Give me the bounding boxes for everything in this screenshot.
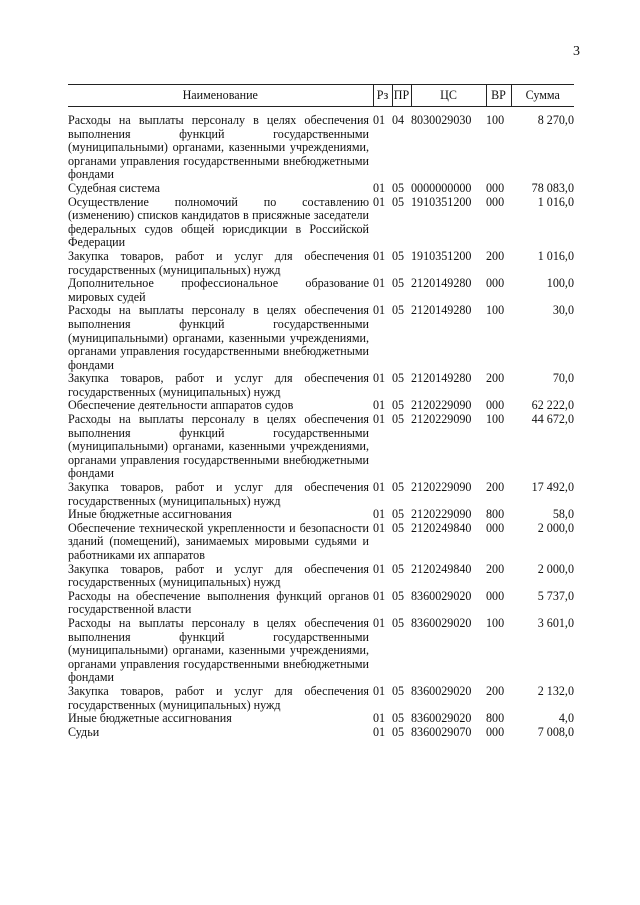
cell-vr: 000	[486, 724, 505, 739]
cell-rz: 01	[373, 194, 386, 209]
table-row	[68, 712, 574, 726]
table-row	[68, 508, 574, 522]
cell-pr: 05	[392, 615, 405, 630]
cell-rz: 01	[373, 561, 386, 576]
cell-pr: 05	[392, 180, 405, 195]
cell-cs: 2120229090	[411, 412, 472, 427]
cell-cs: 1910351200	[411, 194, 472, 209]
cell-rz: 01	[373, 615, 386, 630]
cell-vr: 100	[486, 113, 505, 127]
cell-name: Закупка товаров, работ и услуг для обеспечения государственных (муниципальных) нужд	[68, 561, 369, 590]
cell-cs: 2120229090	[411, 398, 472, 413]
cell-name: Осуществление полномочий по составлению (изменению) списков кандидатов в присяжные заседатели федеральных судов общей юрисдикции в Российской Федерации	[68, 194, 369, 250]
cell-name: Расходы на выплаты персоналу в целях обеспечения выполнения функций государственными (муниципальными) органами, казенными учреждениями, органами управления государственными внебюджетными фондами	[68, 615, 369, 685]
table-header-row	[68, 85, 574, 107]
cell-vr: 200	[486, 480, 505, 495]
cell-vr: 200	[486, 371, 505, 386]
cell-sum: 2 000,0	[537, 520, 574, 535]
cell-name: Расходы на обеспечение выполнения функций органов государственной власти	[68, 588, 369, 617]
budget-table	[68, 84, 574, 739]
cell-vr: 000	[486, 520, 505, 535]
cell-vr: 000	[486, 194, 505, 209]
cell-cs: 1910351200	[411, 248, 472, 263]
cell-rz: 01	[373, 248, 386, 263]
cell-name: Закупка товаров, работ и услуг для обеспечения государственных (муниципальных) нужд	[68, 371, 369, 399]
cell-sum: 30,0	[552, 303, 574, 318]
cell-sum: 70,0	[552, 371, 574, 386]
cell-rz: 01	[373, 398, 386, 413]
cell-vr: 800	[486, 507, 505, 522]
table-row	[68, 685, 574, 712]
cell-name: Иные бюджетные ассигнования	[68, 711, 232, 726]
cell-cs: 0000000000	[411, 180, 472, 195]
cell-name: Судьи	[68, 724, 100, 739]
cell-sum: 2 132,0	[537, 683, 574, 698]
cell-sum: 8 270,0	[537, 113, 574, 127]
cell-rz: 01	[373, 180, 386, 195]
cell-rz: 01	[373, 711, 386, 726]
cell-vr: 000	[486, 588, 505, 603]
table-row	[68, 399, 574, 413]
cell-sum: 78 083,0	[531, 180, 574, 195]
cell-cs: 8360029020	[411, 683, 472, 698]
cell-sum: 4,0	[558, 711, 574, 726]
table-row	[68, 413, 574, 481]
table-row	[68, 590, 574, 617]
cell-pr: 05	[392, 724, 405, 739]
cell-sum: 44 672,0	[531, 412, 574, 427]
header-sum: Сумма	[511, 85, 574, 107]
cell-pr: 05	[392, 398, 405, 413]
cell-name: Обеспечение технической укрепленности и безопасности зданий (помещений), занимаемых мировыми судьями и работниками их аппаратов	[68, 520, 369, 562]
cell-sum: 100,0	[546, 276, 574, 291]
cell-rz: 01	[373, 303, 386, 318]
cell-pr: 05	[392, 248, 405, 263]
header-rz: Рз	[373, 85, 392, 107]
cell-pr: 05	[392, 711, 405, 726]
cell-cs: 2120229090	[411, 480, 472, 495]
cell-rz: 01	[373, 412, 386, 427]
cell-pr: 05	[392, 588, 405, 603]
cell-name: Обеспечение деятельности аппаратов судов	[68, 398, 294, 413]
cell-rz: 01	[373, 520, 386, 535]
table-row	[68, 372, 574, 399]
table-row	[68, 726, 574, 740]
cell-rz: 01	[373, 588, 386, 603]
table-row	[68, 617, 574, 685]
cell-cs: 8360029020	[411, 588, 472, 603]
cell-sum: 5 737,0	[537, 588, 574, 603]
page-number: 3	[573, 44, 580, 59]
cell-name: Дополнительное профессиональное образование мировых судей	[68, 276, 369, 304]
cell-pr: 04	[392, 113, 405, 127]
cell-sum: 17 492,0	[531, 480, 574, 495]
table-row	[68, 277, 574, 304]
table-row	[68, 196, 574, 250]
table-row	[68, 304, 574, 372]
cell-name: Расходы на выплаты персоналу в целях обеспечения выполнения функций государственными (муниципальными) органами, казенными учреждениями, органами управления государственными внебюджетными фондами	[68, 113, 369, 182]
cell-pr: 05	[392, 276, 405, 291]
cell-rz: 01	[373, 371, 386, 386]
table-row	[68, 563, 574, 590]
cell-rz: 01	[373, 724, 386, 739]
cell-pr: 05	[392, 412, 405, 427]
cell-pr: 05	[392, 194, 405, 209]
cell-pr: 05	[392, 561, 405, 576]
cell-vr: 000	[486, 398, 505, 413]
cell-sum: 3 601,0	[537, 615, 574, 630]
cell-name: Расходы на выплаты персоналу в целях обеспечения выполнения функций государственными (муниципальными) органами, казенными учреждениями, органами управления государственными внебюджетными фондами	[68, 303, 369, 372]
cell-pr: 05	[392, 520, 405, 535]
cell-sum: 7 008,0	[537, 724, 574, 739]
cell-cs: 8030029030	[411, 113, 472, 127]
cell-pr: 05	[392, 371, 405, 386]
header-cs: ЦС	[411, 85, 486, 107]
cell-sum: 62 222,0	[531, 398, 574, 413]
cell-name: Закупка товаров, работ и услуг для обеспечения государственных (муниципальных) нужд	[68, 683, 369, 712]
cell-vr: 100	[486, 412, 505, 427]
header-pr: ПР	[392, 85, 411, 107]
cell-vr: 800	[486, 711, 505, 726]
cell-pr: 05	[392, 683, 405, 698]
cell-name: Закупка товаров, работ и услуг для обеспечения государственных (муниципальных) нужд	[68, 480, 369, 508]
cell-cs: 2120249840	[411, 520, 472, 535]
cell-name: Закупка товаров, работ и услуг для обеспечения государственных (муниципальных) нужд	[68, 248, 369, 277]
table-row	[68, 250, 574, 277]
cell-cs: 2120249840	[411, 561, 472, 576]
cell-vr: 100	[486, 303, 505, 318]
cell-rz: 01	[373, 507, 386, 522]
cell-rz: 01	[373, 683, 386, 698]
cell-pr: 05	[392, 480, 405, 495]
cell-cs: 2120149280	[411, 303, 472, 318]
table-row	[68, 107, 574, 182]
cell-cs: 8360029020	[411, 615, 472, 630]
cell-cs: 2120149280	[411, 276, 472, 291]
cell-vr: 200	[486, 248, 505, 263]
table-row	[68, 522, 574, 563]
header-name: Наименование	[68, 85, 373, 107]
cell-vr: 200	[486, 683, 505, 698]
cell-pr: 05	[392, 303, 405, 318]
cell-vr: 100	[486, 615, 505, 630]
cell-vr: 000	[486, 276, 505, 291]
cell-cs: 8360029070	[411, 724, 472, 739]
cell-vr: 000	[486, 180, 505, 195]
table-body	[68, 107, 574, 740]
cell-rz: 01	[373, 480, 386, 495]
cell-name: Расходы на выплаты персоналу в целях обеспечения выполнения функций государственными (муниципальными) органами, казенными учреждениями, органами управления государственными внебюджетными фондами	[68, 412, 369, 481]
cell-vr: 200	[486, 561, 505, 576]
table-row	[68, 182, 574, 196]
cell-cs: 2120149280	[411, 371, 472, 386]
cell-sum: 2 000,0	[537, 561, 574, 576]
cell-cs: 2120229090	[411, 507, 472, 522]
table-row	[68, 481, 574, 508]
cell-sum: 58,0	[552, 507, 574, 522]
cell-sum: 1 016,0	[537, 248, 574, 263]
cell-rz: 01	[373, 113, 386, 127]
cell-name: Иные бюджетные ассигнования	[68, 507, 232, 522]
cell-cs: 8360029020	[411, 711, 472, 726]
cell-pr: 05	[392, 507, 405, 522]
cell-name: Судебная система	[68, 180, 160, 195]
header-vr: ВР	[486, 85, 511, 107]
cell-rz: 01	[373, 276, 386, 291]
cell-sum: 1 016,0	[537, 194, 574, 209]
